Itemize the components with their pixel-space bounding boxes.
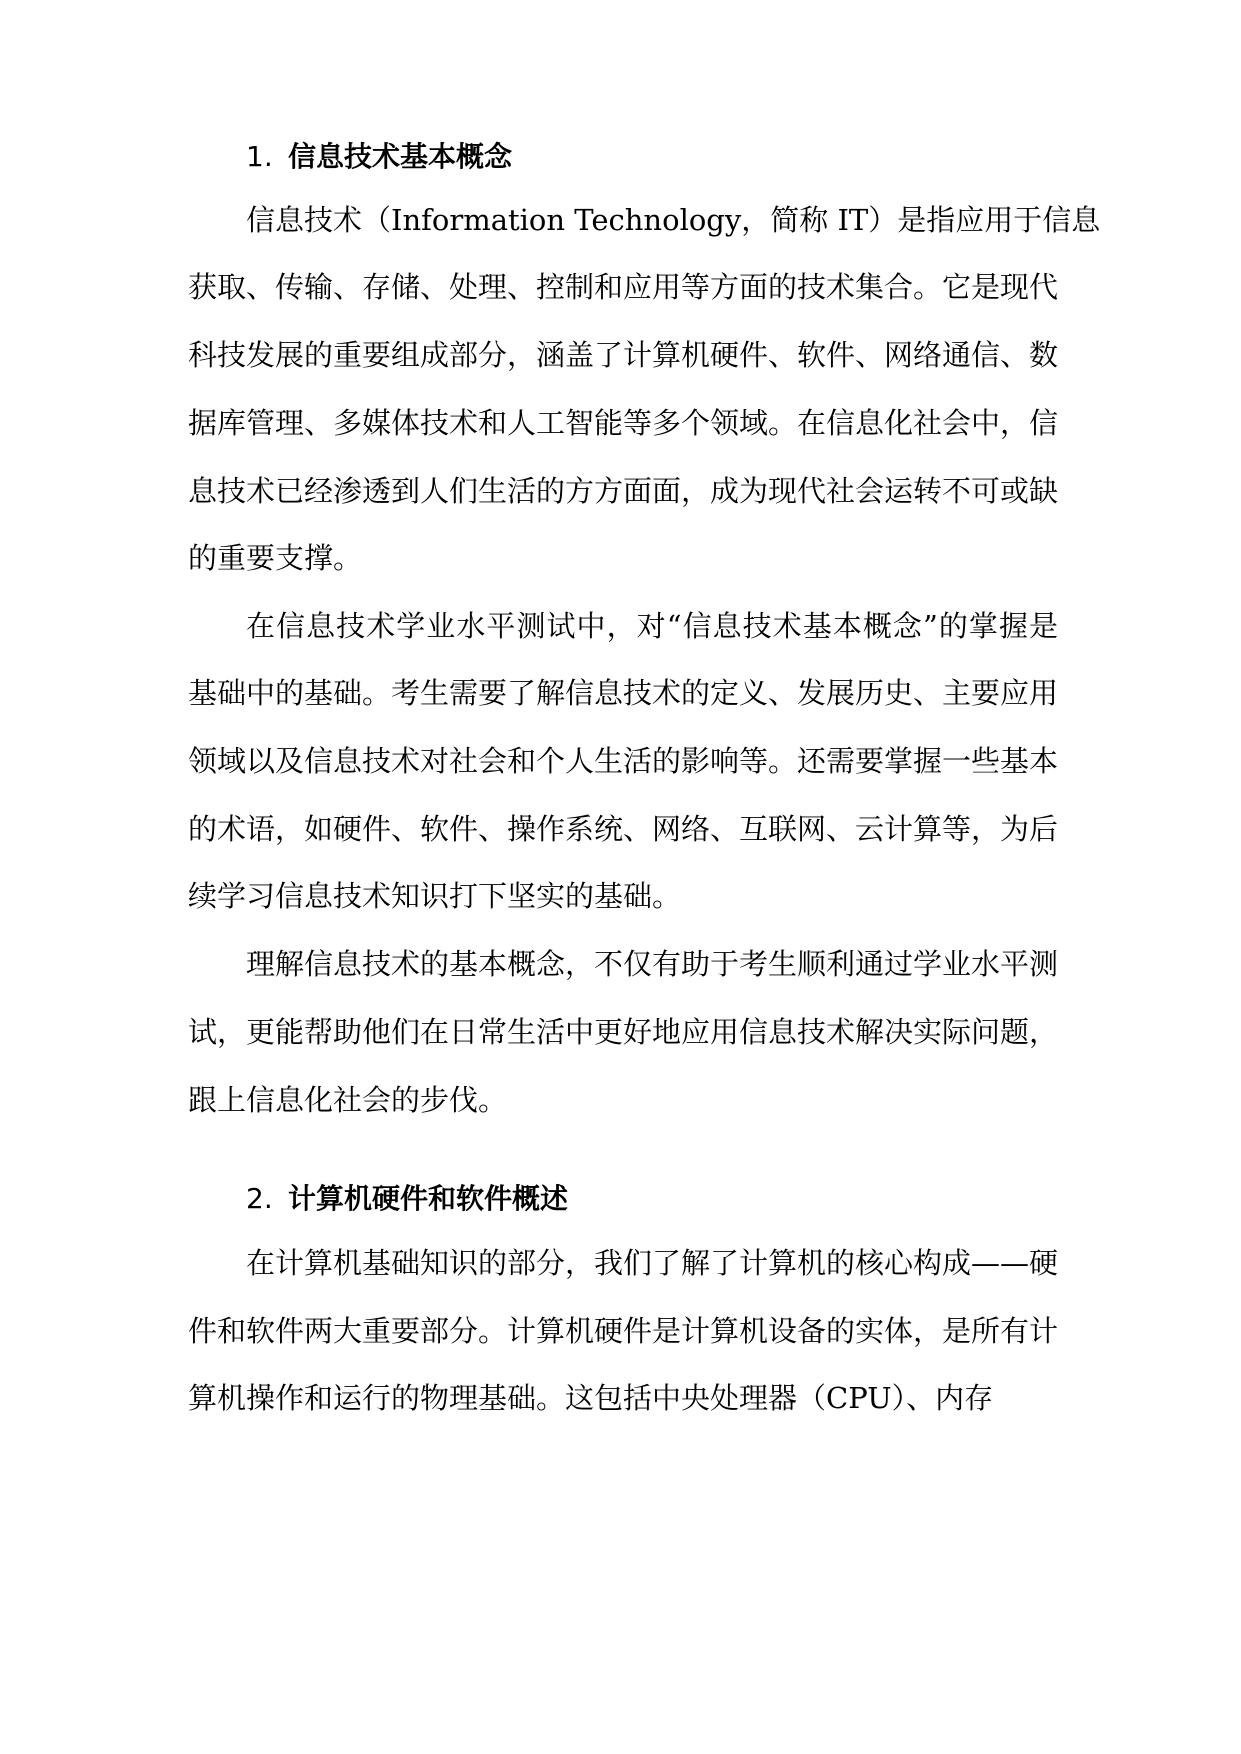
section-heading-1 bbox=[246, 137, 512, 177]
paragraph-line: 算机操作和运行的物理基础。这包括中央处理器（CPU）、内存 bbox=[188, 1381, 994, 1415]
paragraph-line: 据库管理、多媒体技术和人工智能等多个领域。在信息化社会中，信 bbox=[188, 406, 1059, 440]
paragraph-line: 在信息技术学业水平测试中，对“信息技术基本概念”的掌握是 bbox=[246, 609, 1058, 643]
paragraph-line: 获取、传输、存储、处理、控制和应用等方面的技术集合。它是现代 bbox=[188, 270, 1059, 304]
paragraph-line: 的术语，如硬件、软件、操作系统、网络、互联网、云计算等，为后 bbox=[188, 812, 1059, 846]
section-number: 1. bbox=[246, 140, 273, 173]
paragraph-line: 理解信息技术的基本概念，不仅有助于考生顺利通过学业水平测 bbox=[246, 947, 1059, 981]
paragraph-line: 的重要支撑。 bbox=[188, 541, 363, 575]
section-number: 2. bbox=[246, 1182, 273, 1215]
section-heading-2 bbox=[246, 1179, 568, 1219]
section-title: 计算机硬件和软件概述 bbox=[288, 1182, 569, 1215]
paragraph-line: 领域以及信息技术对社会和个人生活的影响等。还需要掌握一些基本 bbox=[188, 744, 1059, 778]
paragraph-line: 试，更能帮助他们在日常生活中更好地应用信息技术解决实际问题， bbox=[188, 1015, 1059, 1049]
paragraph-line: 息技术已经渗透到人们生活的方方面面，成为现代社会运转不可或缺 bbox=[188, 474, 1059, 508]
paragraph-line: 续学习信息技术知识打下坚实的基础。 bbox=[188, 879, 682, 913]
paragraph-line: 基础中的基础。考生需要了解信息技术的定义、发展历史、主要应用 bbox=[188, 676, 1059, 710]
section-title: 信息技术基本概念 bbox=[288, 140, 513, 173]
paragraph-line: 科技发展的重要组成部分，涵盖了计算机硬件、软件、网络通信、数 bbox=[188, 338, 1059, 372]
paragraph-line: 跟上信息化社会的步伐。 bbox=[188, 1083, 508, 1117]
paragraph-line: 信息技术（Information Technology，简称 IT）是指应用于信息 bbox=[246, 203, 1101, 237]
paragraph-line: 件和软件两大重要部分。计算机硬件是计算机设备的实体，是所有计 bbox=[188, 1314, 1059, 1348]
paragraph-line: 在计算机基础知识的部分，我们了解了计算机的核心构成——硬 bbox=[246, 1246, 1059, 1280]
